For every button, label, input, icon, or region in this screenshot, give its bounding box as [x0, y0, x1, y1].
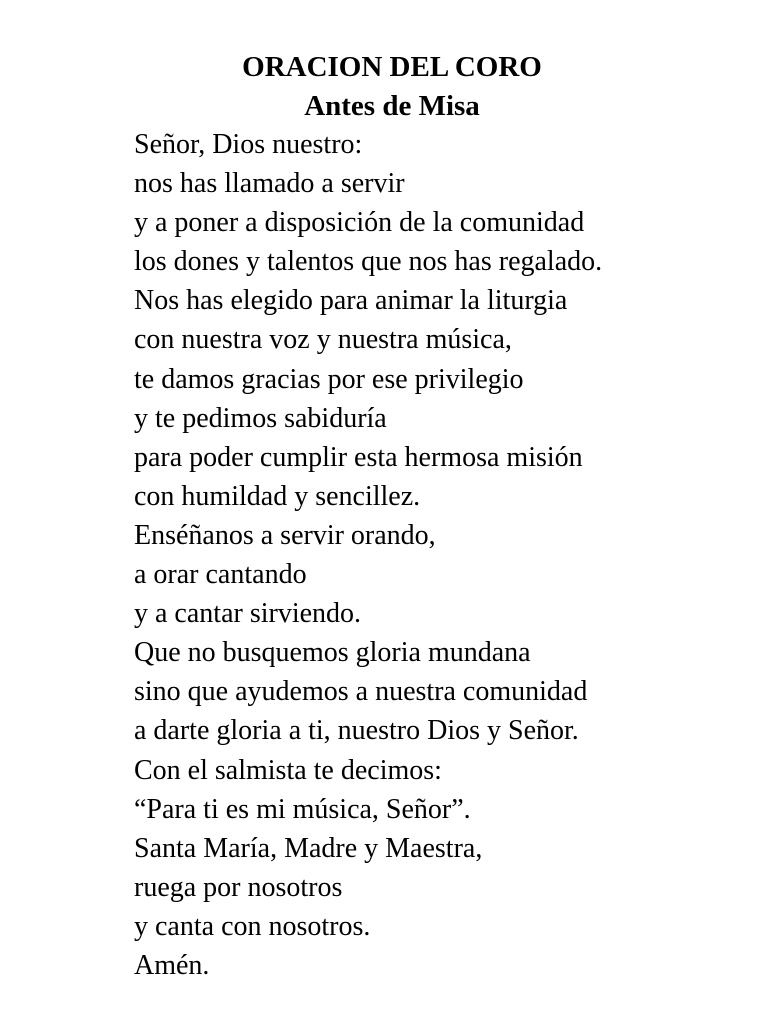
prayer-line: y canta con nosotros.	[134, 910, 371, 942]
prayer-line: para poder cumplir esta hermosa misión	[134, 441, 583, 473]
prayer-line: y te pedimos sabiduría	[134, 402, 387, 434]
prayer-line: Que no busquemos gloria mundana	[134, 637, 531, 669]
document-title: ORACION DEL CORO	[242, 51, 542, 83]
prayer-line: con humildad y sencillez.	[134, 480, 421, 512]
prayer-line: a orar cantando	[134, 559, 307, 591]
document-subtitle: Antes de Misa	[304, 90, 480, 122]
prayer-line: y a cantar sirviendo.	[134, 598, 362, 630]
prayer-line: “Para ti es mi música, Señor”.	[134, 793, 471, 825]
prayer-line: a darte gloria a ti, nuestro Dios y Señor.	[134, 715, 579, 747]
prayer-line: Señor, Dios nuestro:	[134, 129, 363, 160]
prayer-line: te damos gracias por ese privilegio	[134, 363, 524, 395]
prayer-line: Santa María, Madre y Maestra,	[134, 832, 483, 864]
prayer-line: los dones y talentos que nos has regalado.	[134, 246, 603, 278]
prayer-line: nos has llamado a servir	[134, 168, 405, 200]
prayer-line: y a poner a disposición de la comunidad	[134, 207, 585, 239]
prayer-text	[134, 125, 602, 985]
prayer-line: Con el salmista te decimos:	[134, 754, 442, 786]
prayer-line: con nuestra voz y nuestra música,	[134, 324, 512, 356]
prayer-line: Nos has elegido para animar la liturgia	[134, 285, 568, 317]
prayer-line: sino que ayudemos a nuestra comunidad	[134, 676, 588, 708]
prayer-line: Amén.	[134, 949, 210, 981]
prayer-line: ruega por nosotros	[134, 871, 343, 903]
prayer-line: Enséñanos a servir orando,	[134, 519, 436, 551]
